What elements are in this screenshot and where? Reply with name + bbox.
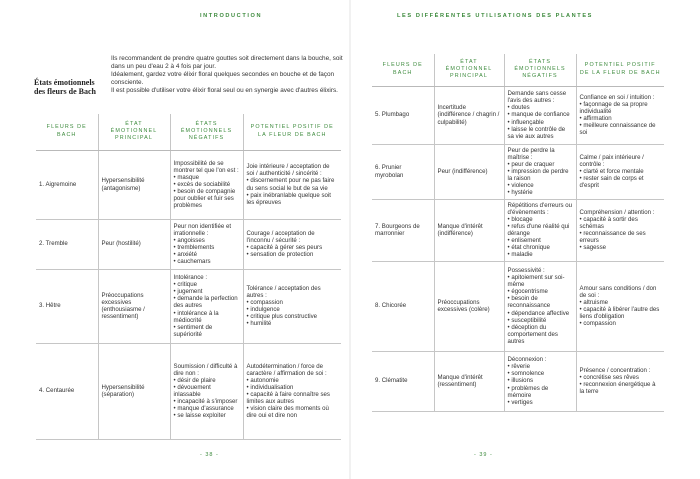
main-state-cell: Manque d'intérêt (ressentiment)	[434, 351, 504, 411]
header-main-state: ÉTAT ÉMOTIONNEL PRINCIPAL	[434, 54, 504, 86]
list-item: • sagesse	[580, 244, 662, 251]
positive-potential-cell	[576, 199, 664, 261]
positive-list	[580, 299, 662, 327]
list-item: • manque de confiance	[508, 111, 573, 118]
header-main-state: ÉTAT ÉMOTIONNEL PRINCIPAL	[98, 114, 170, 150]
negative-states-cell	[504, 199, 576, 261]
positive-list	[247, 244, 339, 258]
list-item: • anxiété	[174, 251, 240, 258]
main-state-cell: Manque d'intérêt (indifférence)	[434, 199, 504, 261]
list-item: • capacité à gérer ses peurs	[247, 244, 339, 251]
list-item: • reconnexion énergétique à la terre	[580, 381, 662, 395]
table-row	[372, 261, 664, 351]
list-item: • individualisation	[247, 384, 339, 391]
flower-name-cell: 2. Tremble	[36, 219, 98, 269]
list-item: • rêverie	[508, 363, 573, 370]
list-item: • affirmation	[580, 115, 662, 122]
table-row	[372, 351, 664, 411]
flower-name-cell: 4. Centaurée	[36, 343, 98, 439]
negative-list	[174, 237, 240, 265]
list-item: • état chronique	[508, 244, 573, 251]
list-item: • susceptibilité	[508, 317, 573, 324]
flower-name-cell: 6. Prunier myrobolan	[372, 144, 434, 199]
table-row	[372, 144, 664, 199]
negative-states-cell	[170, 269, 243, 343]
negative-states-cell	[504, 351, 576, 411]
main-state-cell: Préoccupations excessives (enthousiasme / ressentiment)	[98, 269, 170, 343]
list-item: • apitoiement sur soi-même	[508, 274, 573, 288]
list-item: • vertiges	[508, 399, 573, 406]
list-item: • clarté et force mentale	[580, 168, 662, 175]
list-item: • déception du comportement des autres	[508, 324, 573, 345]
list-item: • paix inébranlable quelque soit les épreuves	[247, 192, 339, 206]
negative-intro: Soumission / difficulté à dire non :	[173, 362, 238, 377]
positive-potential-cell	[576, 351, 664, 411]
list-item: • excès de sociabilité	[174, 181, 240, 188]
list-item: • illusions	[508, 377, 573, 384]
table-row	[372, 199, 664, 261]
positive-intro: Joie intérieure / acceptation de soi / authenticité / sincérité :	[246, 163, 330, 178]
list-item: • laisse le contrôle de sa vie aux autres	[508, 126, 573, 140]
flower-name-cell: 8. Chicorée	[372, 261, 434, 351]
list-item: • dévouement inlassable	[174, 384, 240, 398]
flower-name-cell: 1. Aigremoine	[36, 150, 98, 219]
negative-states-cell	[170, 219, 243, 269]
list-item: • problèmes de mémoire	[508, 385, 573, 399]
positive-list	[580, 374, 662, 395]
intro-text	[111, 55, 343, 95]
table-row	[36, 269, 341, 343]
list-item: • jugement	[174, 288, 240, 295]
bach-flower-table-right	[372, 54, 664, 412]
table-row	[36, 219, 341, 269]
negative-intro: Répétitions d'erreurs ou d'évènements :	[507, 201, 573, 216]
list-item: • somnolence	[508, 370, 573, 377]
negative-list	[508, 104, 573, 139]
main-state-cell: Préoccupations excessives (colère)	[434, 261, 504, 351]
positive-intro: Compréhension / attention :	[579, 208, 655, 216]
list-item: • autonomie	[247, 377, 339, 384]
positive-list	[580, 168, 662, 189]
list-item: • critique plus constructive	[247, 313, 339, 320]
negative-list	[508, 274, 573, 345]
negative-list	[174, 377, 240, 420]
negative-states-cell	[504, 144, 576, 199]
list-item: • angoisses	[174, 237, 240, 244]
table-row	[36, 343, 341, 439]
negative-intro: Impossibilité de se montrer tel que l'on est :	[173, 159, 239, 174]
positive-intro: Confiance en soi / intuition :	[579, 93, 655, 101]
negative-list	[508, 161, 573, 196]
negative-list	[174, 281, 240, 338]
right-running-header: LES DIFFÉRENTES UTILISATIONS DES PLANTES	[397, 13, 593, 19]
negative-states-cell	[170, 150, 243, 219]
main-state-cell: Peur (hostilité)	[98, 219, 170, 269]
list-item: • doutes	[508, 104, 573, 111]
flower-name-cell: 3. Hêtre	[36, 269, 98, 343]
list-item: • reconnaissance de ses erreurs	[580, 230, 662, 244]
positive-potential-cell	[576, 86, 664, 144]
intro-paragraph: Ils recommandent de prendre quatre gouttes soit directement dans la bouche, soit dans un peu d'eau 2 à 4 fois par jour.	[111, 55, 343, 70]
list-item: • compassion	[247, 299, 339, 306]
positive-list	[247, 377, 339, 420]
negative-list	[508, 363, 573, 406]
list-item: • manque d'assurance	[174, 405, 240, 412]
intro-paragraph: Idéalement, gardez votre élixir floral quelques secondes en bouche et de façon consciente.	[111, 71, 335, 86]
list-item: • capacité à faire connaître ses limites aux autres	[247, 391, 339, 405]
negative-list	[508, 216, 573, 259]
table-row	[372, 86, 664, 144]
positive-intro: Tolérance / acceptation des autres :	[246, 284, 321, 299]
flower-name-cell: 9. Clématite	[372, 351, 434, 411]
list-item: • discernement pour ne pas faire du sens social le but de sa vie	[247, 177, 339, 191]
list-item: • maladie	[508, 251, 573, 258]
list-item: • intolérance à la médiocrité	[174, 310, 240, 324]
positive-intro: Présence / concentration :	[579, 366, 651, 374]
list-item: • cauchemars	[174, 258, 240, 265]
list-item: • besoin de compagnie pour oublier et fuir ses problèmes	[174, 188, 240, 209]
positive-potential-cell	[243, 269, 341, 343]
list-item: • meilleure connaissance de soi	[580, 122, 662, 136]
list-item: • violence	[508, 182, 573, 189]
negative-intro: Peur non identifiée et irrationnelle :	[173, 222, 232, 237]
list-item: • sensation de protection	[247, 251, 339, 258]
list-item: • égocentrisme	[508, 288, 573, 295]
list-item: • désir de plaire	[174, 377, 240, 384]
positive-intro: Calme / paix intérieure / contrôle :	[579, 153, 644, 168]
negative-states-cell	[170, 343, 243, 439]
positive-intro: Courage / acceptation de l'inconnu / sécurité :	[246, 229, 315, 244]
positive-list	[247, 177, 339, 205]
main-state-cell: Hypersensibilité (antagonisme)	[98, 150, 170, 219]
list-item: • humilité	[247, 320, 339, 327]
header-negative-states: ÉTATS ÉMOTIONNELS NÉGATIFS	[504, 54, 576, 86]
list-item: • incapacité à s'imposer	[174, 398, 240, 405]
flower-name-cell: 7. Bourgeons de marronnier	[372, 199, 434, 261]
header-flower: FLEURS DE BACH	[372, 54, 434, 86]
side-title: États émotionnels des fleurs de Bach	[34, 78, 96, 96]
negative-intro: Intolérance :	[173, 274, 208, 282]
header-positive-potential: POTENTIEL POSITIF DE LA FLEUR DE BACH	[243, 114, 341, 150]
intro-paragraph: Il est possible d'utiliser votre élixir floral seul ou en synergie avec d'autres élixirs.	[111, 87, 338, 94]
positive-potential-cell	[576, 144, 664, 199]
header-flower: FLEURS DE BACH	[36, 114, 98, 150]
list-item: • influençable	[508, 119, 573, 126]
list-item: • dépendance affective	[508, 310, 573, 317]
negative-intro: Déconnexion :	[507, 356, 547, 364]
list-item: • demande la perfection des autres	[174, 295, 240, 309]
positive-potential-cell	[243, 150, 341, 219]
list-item: • compassion	[580, 320, 662, 327]
positive-intro: Autodétermination / force de caractère / affirmation de soi :	[246, 362, 327, 377]
list-item: • concrétise ses rêves	[580, 374, 662, 381]
positive-list	[580, 101, 662, 136]
positive-potential-cell	[576, 261, 664, 351]
list-item: • se laisse exploiter	[174, 412, 240, 419]
list-item: • besoin de reconnaissance	[508, 295, 573, 309]
header-negative-states: ÉTATS ÉMOTIONNELS NÉGATIFS	[170, 114, 243, 150]
list-item: • refus d'une réalité qui dérange	[508, 223, 573, 237]
main-state-cell: Incertitude (indifférence / chagrin / culpabilité)	[434, 86, 504, 144]
list-item: • tremblements	[174, 244, 240, 251]
list-item: • façonnage de sa propre individualité	[580, 101, 662, 115]
list-item: • masque	[174, 174, 240, 181]
negative-intro: Demande sans cesse l'avis des autres :	[507, 90, 567, 105]
list-item: • enlisement	[508, 237, 573, 244]
bach-flower-table-left	[36, 114, 341, 440]
negative-list	[174, 174, 240, 209]
list-item: • peur de craquer	[508, 161, 573, 168]
positive-potential-cell	[243, 219, 341, 269]
table-row	[36, 150, 341, 219]
positive-list	[580, 216, 662, 251]
list-item: • critique	[174, 281, 240, 288]
table-header-row	[372, 54, 664, 86]
positive-list	[247, 299, 339, 327]
list-item: • hystérie	[508, 189, 573, 196]
right-page	[350, 0, 700, 479]
negative-intro: Possessivité :	[507, 266, 545, 274]
main-state-cell: Hypersensibilité (séparation)	[98, 343, 170, 439]
list-item: • vision claire des moments où dire oui et dire non	[247, 405, 339, 419]
negative-states-cell	[504, 86, 576, 144]
list-item: • capacité à libérer l'autre des liens d'obligation	[580, 306, 662, 320]
positive-intro: Amour sans conditions / don de soi :	[579, 284, 657, 299]
list-item: • capacité à sortir des schémas	[580, 216, 662, 230]
main-state-cell: Peur (indifférence)	[434, 144, 504, 199]
flower-name-cell: 5. Plumbago	[372, 86, 434, 144]
left-page-number: - 38 -	[200, 452, 219, 458]
positive-potential-cell	[243, 343, 341, 439]
list-item: • sentiment de supériorité	[174, 324, 240, 338]
list-item: • altruisme	[580, 299, 662, 306]
negative-states-cell	[504, 261, 576, 351]
right-page-number: - 39 -	[474, 452, 493, 458]
header-positive-potential: POTENTIEL POSITIF DE LA FLEUR DE BACH	[576, 54, 664, 86]
list-item: • impression de perdre la raison	[508, 168, 573, 182]
table-header-row	[36, 114, 341, 150]
negative-intro: Peur de perdre la maîtrise :	[507, 146, 555, 161]
list-item: • blocage	[508, 216, 573, 223]
list-item: • rester sain de corps et d'esprit	[580, 175, 662, 189]
list-item: • indulgence	[247, 306, 339, 313]
left-running-header: INTRODUCTION	[200, 13, 263, 19]
